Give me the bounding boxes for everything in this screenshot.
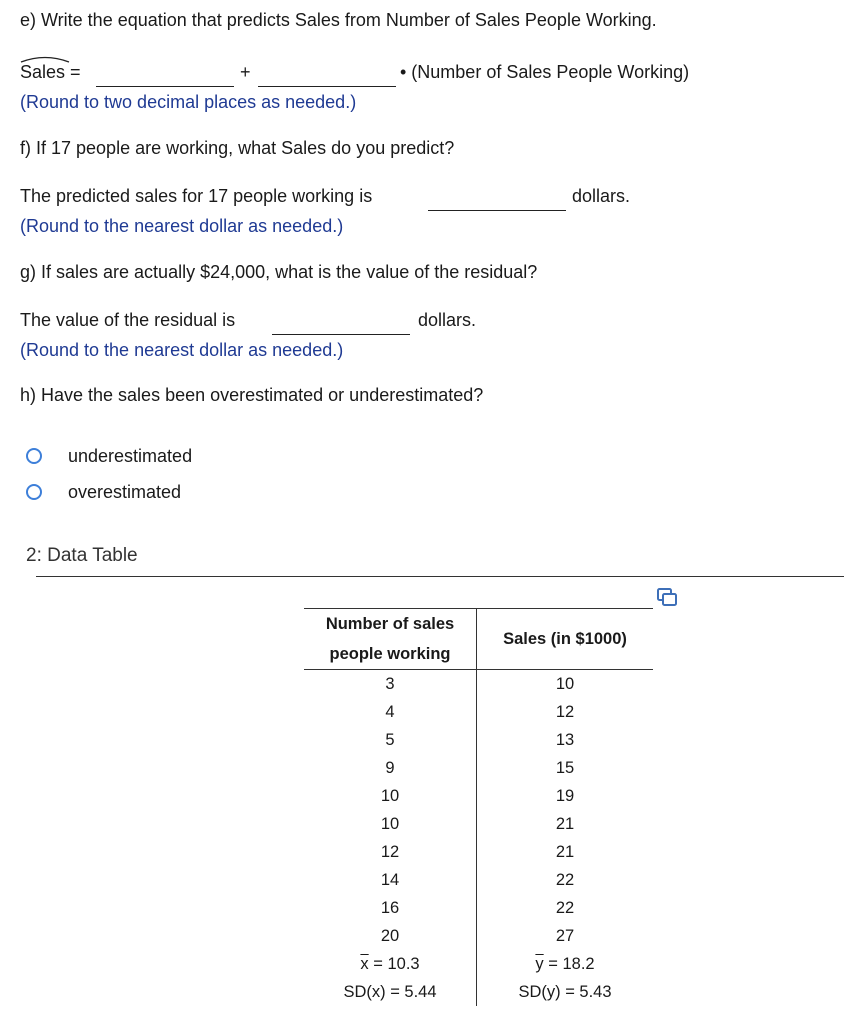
- times-label: • (Number of Sales People Working): [400, 62, 690, 82]
- sd-row: [304, 978, 653, 1006]
- sales-cell: 10: [555, 674, 575, 693]
- sales-cell: 22: [555, 870, 575, 889]
- people-cell: 9: [304, 754, 477, 782]
- sales-cell: 12: [555, 702, 575, 721]
- people-cell: 14: [304, 866, 477, 894]
- sales-cell: 13: [555, 730, 575, 749]
- round-note-e: (Round to two decimal places as needed.): [20, 92, 357, 112]
- radio-underestimated[interactable]: [26, 448, 42, 464]
- sd-x: SD(x) = 5.44: [304, 978, 477, 1006]
- dollars-unit-f: dollars.: [572, 186, 631, 206]
- dollars-unit-g: dollars.: [418, 310, 477, 330]
- question-f: f) If 17 people are working, what Sales do you predict?: [20, 138, 455, 158]
- data-table-title: 2: Data Table: [26, 545, 138, 566]
- question-e: e) Write the equation that predicts Sales from Number of Sales People Working.: [20, 10, 657, 30]
- sales-cell: 19: [555, 786, 575, 805]
- table-row: [304, 782, 653, 810]
- sales-cell: 27: [555, 926, 575, 945]
- residual-input[interactable]: [272, 334, 410, 335]
- col-header-sales: Sales (in $1000): [477, 609, 654, 670]
- people-cell: 12: [304, 838, 477, 866]
- data-table: [304, 608, 653, 1006]
- copy-icon[interactable]: [656, 587, 678, 607]
- plus-sign: +: [240, 62, 251, 82]
- predicted-sales-input[interactable]: [428, 210, 566, 211]
- table-row: [304, 726, 653, 754]
- people-cell: 4: [304, 698, 477, 726]
- col-header-people-line2: people working: [329, 645, 451, 663]
- mean-y-symbol: $\overline{y}$: [535, 954, 544, 973]
- sd-y: SD(y) = 5.43: [518, 982, 612, 1001]
- table-header-row: [304, 609, 653, 670]
- people-cell: 16: [304, 894, 477, 922]
- sales-cell: 22: [555, 898, 575, 917]
- mean-y-value: = 18.2: [548, 954, 595, 973]
- radio-overestimated[interactable]: [26, 484, 42, 500]
- col-header-people-line1: Number of sales: [325, 615, 455, 633]
- round-note-f: (Round to the nearest dollar as needed.): [20, 216, 344, 236]
- mean-x: [304, 950, 477, 978]
- option-overestimated-label[interactable]: overestimated: [68, 482, 182, 502]
- people-cell: 5: [304, 726, 477, 754]
- sales-cell: 21: [555, 842, 575, 861]
- table-row: [304, 866, 653, 894]
- option-underestimated-label[interactable]: underestimated: [68, 446, 193, 466]
- slope-input[interactable]: [258, 86, 396, 87]
- table-row: [304, 698, 653, 726]
- table-row: [304, 922, 653, 950]
- mean-row: [304, 950, 653, 978]
- intercept-input[interactable]: [96, 86, 234, 87]
- table-row: [304, 670, 653, 699]
- people-cell: 3: [304, 670, 477, 699]
- people-cell: 10: [304, 810, 477, 838]
- sales-cell: 21: [555, 814, 575, 833]
- sales-hat-label: Sales =: [20, 62, 81, 82]
- section-divider: [36, 576, 844, 577]
- col-header-people: [304, 609, 477, 670]
- predicted-sales-prompt: The predicted sales for 17 people working is: [20, 186, 373, 206]
- people-cell: 10: [304, 782, 477, 810]
- table-row: [304, 754, 653, 782]
- table-row: [304, 894, 653, 922]
- table-row: [304, 810, 653, 838]
- table-row: [304, 838, 653, 866]
- sales-cell: 15: [555, 758, 575, 777]
- mean-x-symbol: $\overline{x}$: [360, 954, 369, 973]
- mean-y: [477, 950, 654, 978]
- residual-prompt: The value of the residual is: [20, 310, 236, 330]
- mean-x-value: = 10.3: [373, 954, 420, 973]
- question-g: g) If sales are actually $24,000, what is the value of the residual?: [20, 262, 538, 282]
- question-h: h) Have the sales been overestimated or underestimated?: [20, 385, 484, 405]
- people-cell: 20: [304, 922, 477, 950]
- round-note-g: (Round to the nearest dollar as needed.): [20, 340, 344, 360]
